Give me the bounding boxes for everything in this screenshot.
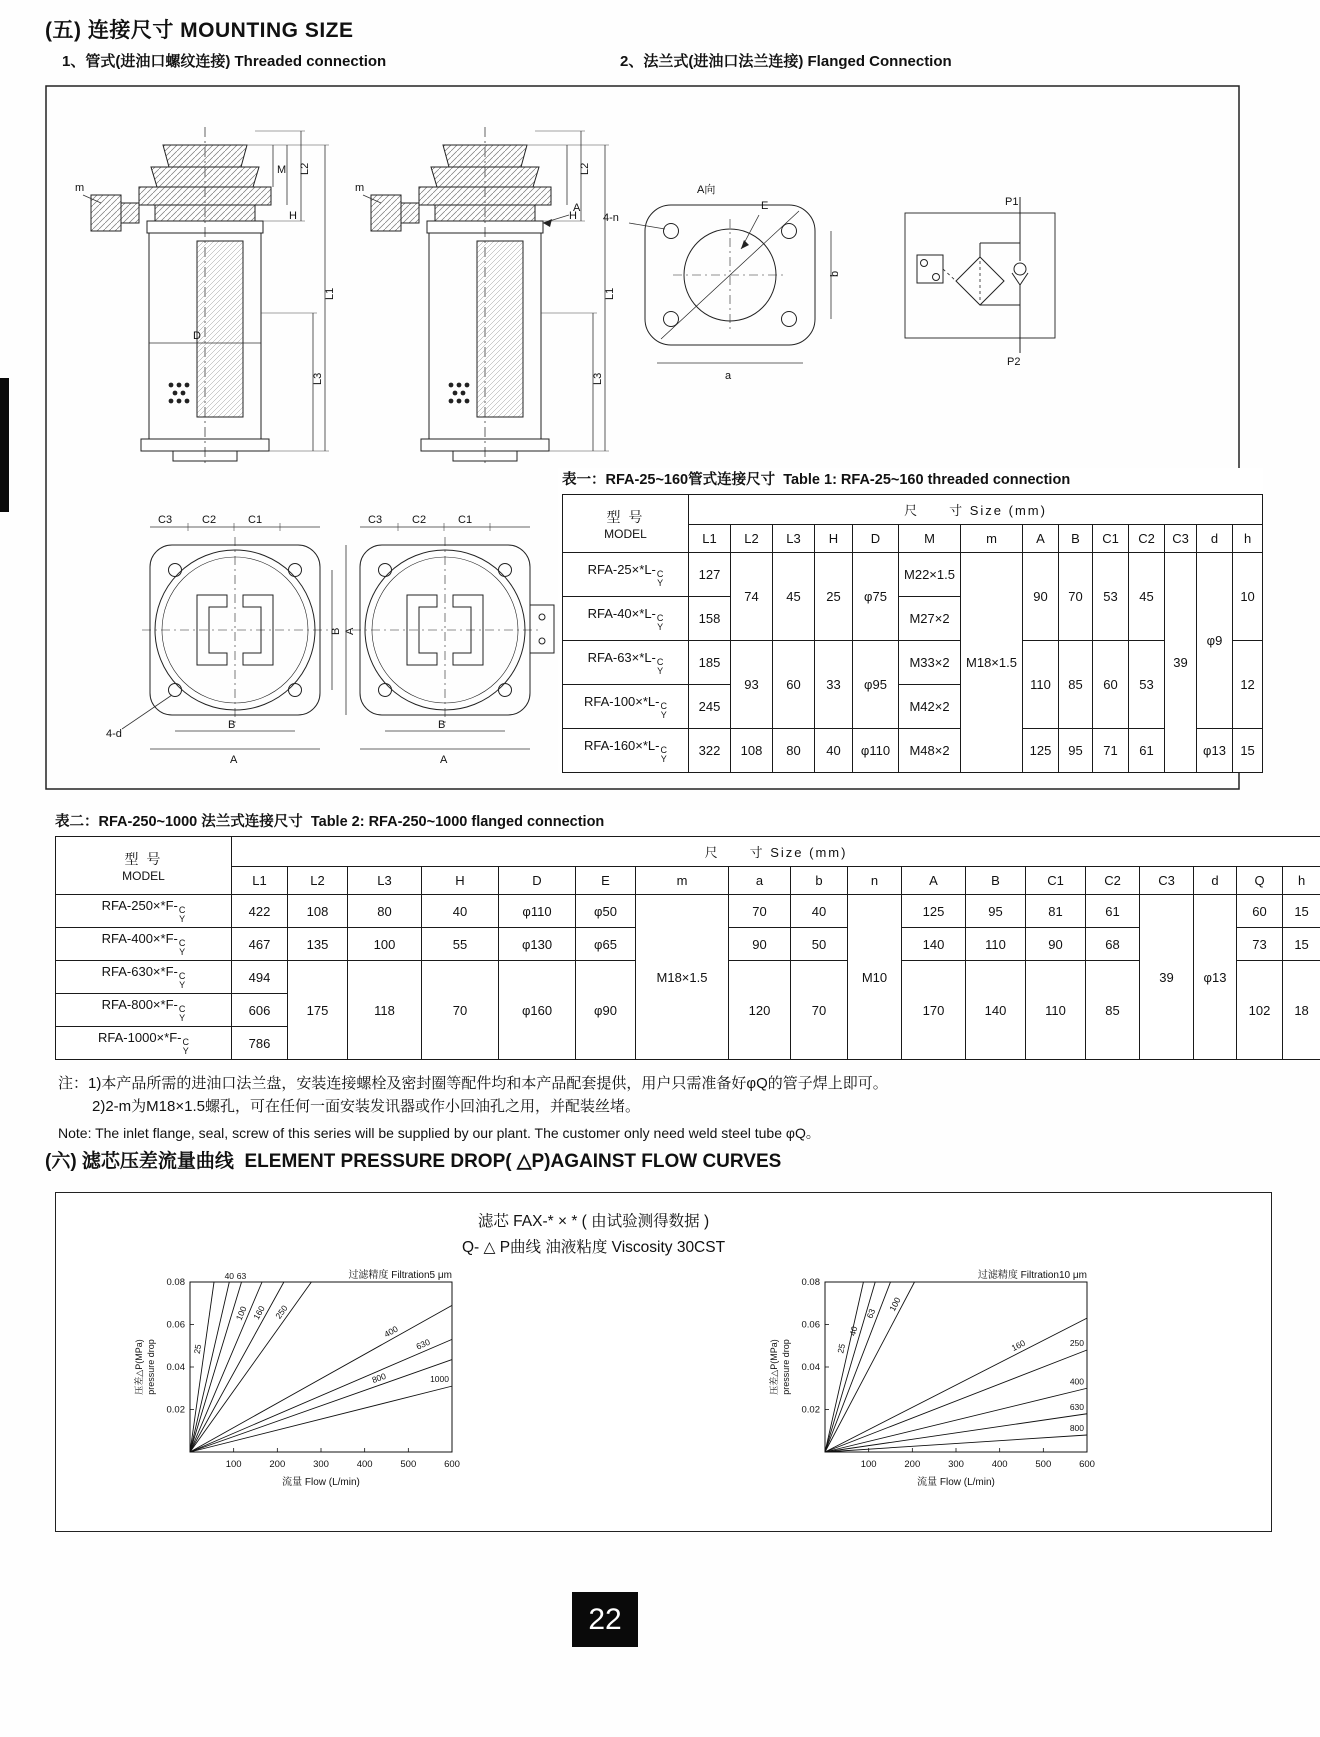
cell: 70 [1059, 553, 1093, 641]
svg-text:300: 300 [948, 1459, 964, 1470]
col-header: d [1197, 525, 1233, 553]
col-header: A [1023, 525, 1059, 553]
cell: φ90 [576, 961, 636, 1060]
model-cell: RFA-630×*F- C Y [56, 961, 232, 994]
note-line-2: 2)2-m为M18×1.5螺孔，可在任何一面安装发讯器或作小回油孔之用，并配装丝堵。 [92, 1098, 640, 1116]
cell: 74 [731, 553, 773, 641]
col-header: B [966, 867, 1026, 895]
cell: 85 [1086, 961, 1140, 1060]
cell: 467 [232, 928, 288, 961]
model-header-zh: 型 号 [606, 508, 645, 525]
col-header: B [1059, 525, 1093, 553]
cell: M10 [848, 895, 902, 1060]
cell: 85 [1059, 641, 1093, 729]
cell: M22×1.5 [899, 553, 961, 597]
cell: 140 [902, 928, 966, 961]
model-cell: RFA-1000×*F- C Y [56, 1027, 232, 1060]
cell: 127 [689, 553, 731, 597]
cell: M18×1.5 [636, 895, 729, 1060]
pressure-drop-chart-5um [110, 1268, 490, 1508]
cell: φ65 [576, 928, 636, 961]
cell: 120 [729, 961, 791, 1060]
dim-label-H: H [289, 210, 297, 222]
dim-label-L2: L2 [579, 162, 591, 175]
col-header: C1 [1093, 525, 1129, 553]
table2-block [55, 810, 1320, 1060]
cell: 494 [232, 961, 288, 994]
cell: 110 [966, 928, 1026, 961]
col-header: n [848, 867, 902, 895]
svg-text:630: 630 [414, 1336, 432, 1352]
cell: φ130 [499, 928, 576, 961]
col-header: d [1194, 867, 1237, 895]
subtitle-threaded [62, 50, 386, 71]
cell: 50 [791, 928, 848, 961]
dim-label-H: H [569, 210, 577, 222]
cell: 80 [348, 895, 422, 928]
col-header: C3 [1165, 525, 1197, 553]
dim-label-A: A [440, 754, 448, 766]
svg-text:流量 Flow (L/min): 流量 Flow (L/min) [917, 1477, 995, 1488]
dim-label-L3: L3 [592, 372, 604, 385]
dim-label-L2: L2 [299, 162, 311, 175]
size-header-cell: 尺 寸 Size (mm) [689, 495, 1263, 525]
col-header: h [1283, 867, 1320, 895]
svg-text:0.06: 0.06 [801, 1319, 820, 1331]
threaded-head-top-view [106, 514, 356, 766]
svg-text:63: 63 [236, 1271, 247, 1281]
cell: φ9 [1197, 553, 1233, 729]
cell: 90 [1026, 928, 1086, 961]
section6-title-zh: (六) 滤芯压差流量曲线 [45, 1151, 234, 1172]
dim-label-C3: C3 [158, 514, 173, 526]
subtitle-flanged-en: Flanged Connection [807, 53, 952, 70]
cell: 100 [348, 928, 422, 961]
cell: 61 [1086, 895, 1140, 928]
cell: 71 [1093, 729, 1129, 773]
model-header-zh: 型 号 [124, 850, 163, 867]
dim-label-A: A [230, 754, 238, 766]
cell: 10 [1233, 553, 1263, 641]
cell: 110 [1026, 961, 1086, 1060]
section5-title [45, 14, 354, 44]
model-cell: RFA-250×*F- C Y [56, 895, 232, 928]
svg-text:200: 200 [904, 1459, 921, 1470]
svg-text:压差△P(MPa): 压差△P(MPa) [769, 1339, 779, 1395]
svg-text:压差△P(MPa): 压差△P(MPa) [134, 1339, 144, 1395]
table2-title-zh: 表二：RFA-250~1000 法兰式连接尺寸 [55, 814, 303, 830]
svg-text:63: 63 [864, 1307, 878, 1320]
table1-block [558, 468, 1263, 773]
col-header: L3 [348, 867, 422, 895]
table-row [56, 895, 1320, 928]
dim-label-M: M [277, 164, 287, 176]
svg-text:0.04: 0.04 [801, 1362, 820, 1373]
port-label-P1: P1 [1005, 196, 1019, 208]
model-header-en: MODEL [122, 868, 165, 883]
svg-text:500: 500 [1035, 1459, 1052, 1470]
cell: 245 [689, 685, 731, 729]
notes-block [58, 1072, 1268, 1144]
cell: 90 [1023, 553, 1059, 641]
svg-text:100: 100 [887, 1295, 903, 1313]
svg-text:300: 300 [313, 1459, 329, 1470]
model-cell: RFA-160×*L- C Y [563, 729, 689, 773]
model-cell: RFA-100×*L- C Y [563, 685, 689, 729]
section6-title-en: ELEMENT PRESSURE DROP( △P)AGAINST FLOW CURVES [244, 1151, 782, 1172]
cell: 39 [1140, 895, 1194, 1060]
cell: 422 [232, 895, 288, 928]
svg-text:pressure drop: pressure drop [781, 1339, 791, 1395]
cell: 80 [773, 729, 815, 773]
cell: 125 [1023, 729, 1059, 773]
flanged-filter-drawing [355, 127, 616, 463]
svg-text:800: 800 [370, 1370, 388, 1385]
cell: 53 [1093, 553, 1129, 641]
svg-text:25: 25 [191, 1343, 204, 1355]
col-header: D [853, 525, 899, 553]
col-header: C1 [1026, 867, 1086, 895]
svg-text:800: 800 [1069, 1423, 1084, 1433]
svg-text:400: 400 [991, 1459, 1008, 1470]
svg-text:0.08: 0.08 [801, 1277, 820, 1288]
dim-label-C2: C2 [202, 514, 217, 526]
note-line-3: Note: The inlet flange, seal, screw of this series will be supplied by our plant. The customer only need weld steel tube φQ。 [58, 1124, 820, 1141]
subtitle-flanged-zh: 2、法兰式(进油口法兰连接) [620, 53, 804, 70]
scan-artifact-bar [0, 378, 9, 512]
col-header: L1 [232, 867, 288, 895]
cell: 125 [902, 895, 966, 928]
svg-text:100: 100 [860, 1459, 877, 1470]
cell: 118 [348, 961, 422, 1060]
dim-label-L1: L1 [324, 287, 336, 300]
dim-label-b: b [829, 270, 841, 277]
svg-text:400: 400 [1069, 1376, 1084, 1387]
col-header: H [815, 525, 853, 553]
cell: 15 [1283, 928, 1320, 961]
col-header: h [1233, 525, 1263, 553]
col-header: L3 [773, 525, 815, 553]
table2-title [55, 810, 1320, 831]
threaded-filter-drawing [75, 127, 336, 463]
dim-label-L1: L1 [604, 287, 616, 300]
svg-text:40: 40 [224, 1271, 235, 1281]
cell: φ110 [853, 729, 899, 773]
model-header-en: MODEL [604, 526, 647, 541]
cell: M18×1.5 [961, 553, 1023, 773]
svg-text:250: 250 [273, 1303, 290, 1321]
cell: 322 [689, 729, 731, 773]
cell: 102 [1237, 961, 1283, 1060]
svg-text:pressure drop: pressure drop [146, 1339, 156, 1395]
svg-text:0.06: 0.06 [166, 1319, 185, 1331]
cell: φ75 [853, 553, 899, 641]
cell: 45 [1129, 553, 1165, 641]
svg-text:400: 400 [356, 1459, 373, 1470]
page-number [572, 1592, 638, 1647]
dim-label-C1: C1 [458, 514, 473, 526]
cell: 108 [731, 729, 773, 773]
col-header: a [729, 867, 791, 895]
cell: φ160 [499, 961, 576, 1060]
col-header: H [422, 867, 499, 895]
col-header: L2 [731, 525, 773, 553]
col-header: L2 [288, 867, 348, 895]
col-header: E [576, 867, 636, 895]
cell: 93 [731, 641, 773, 729]
cell: 60 [1237, 895, 1283, 928]
table1-title-en: Table 1: RFA-25~160 threaded connection [783, 472, 1071, 488]
pressure-drop-chart-10um [745, 1268, 1125, 1508]
col-header: M [899, 525, 961, 553]
cell: 786 [232, 1027, 288, 1060]
cell: 158 [689, 597, 731, 641]
model-cell: RFA-25×*L- C Y [563, 553, 689, 597]
cell: φ50 [576, 895, 636, 928]
svg-text:0.02: 0.02 [801, 1404, 820, 1416]
svg-text:160: 160 [1009, 1337, 1027, 1354]
subtitle-threaded-zh: 1、管式(进油口螺纹连接) [62, 53, 231, 70]
col-header: b [791, 867, 848, 895]
cell: 40 [815, 729, 853, 773]
cell: 95 [966, 895, 1026, 928]
dim-label-E: E [761, 200, 769, 212]
svg-text:过滤精度 Filtration10 μm: 过滤精度 Filtration10 μm [977, 1270, 1087, 1281]
cell: 15 [1233, 729, 1263, 773]
dim-label-C1: C1 [248, 514, 263, 526]
table-row [563, 553, 1263, 597]
cell: M48×2 [899, 729, 961, 773]
section5-title-en: MOUNTING SIZE [180, 19, 354, 42]
cell: 25 [815, 553, 853, 641]
flange-face-view [603, 182, 841, 382]
table1 [562, 494, 1263, 773]
cell: M42×2 [899, 685, 961, 729]
svg-text:250: 250 [1069, 1338, 1084, 1348]
svg-text:1000: 1000 [430, 1374, 449, 1385]
cell: 70 [422, 961, 499, 1060]
dim-label-C3: C3 [368, 514, 383, 526]
col-header: A [902, 867, 966, 895]
curves-header-line1: 滤芯 FAX-* × * ( 由试验测得数据 ) [477, 1213, 710, 1230]
cell: 12 [1233, 641, 1263, 729]
dim-label-4d: 4-d [106, 728, 122, 740]
cell: 18 [1283, 961, 1320, 1060]
cell: 68 [1086, 928, 1140, 961]
cell: 110 [1023, 641, 1059, 729]
svg-text:25: 25 [835, 1342, 848, 1355]
section-arrow-label: A [573, 202, 581, 214]
dim-label-L3: L3 [312, 372, 324, 385]
model-cell: RFA-400×*F- C Y [56, 928, 232, 961]
svg-text:流量 Flow (L/min): 流量 Flow (L/min) [282, 1477, 360, 1488]
dim-label-C2: C2 [412, 514, 427, 526]
table2-title-en: Table 2: RFA-250~1000 flanged connection [310, 814, 605, 830]
table-row [563, 641, 1263, 685]
cell: 170 [902, 961, 966, 1060]
svg-text:100: 100 [233, 1304, 249, 1322]
svg-text:0.08: 0.08 [166, 1277, 185, 1288]
page-number-value: 22 [588, 1602, 622, 1636]
dim-label-B: B [438, 719, 446, 731]
cell: 39 [1165, 553, 1197, 773]
cell: φ110 [499, 895, 576, 928]
svg-text:160: 160 [251, 1303, 267, 1322]
table1-title [562, 468, 1263, 489]
svg-text:500: 500 [400, 1459, 417, 1470]
model-cell: RFA-63×*L- C Y [563, 641, 689, 685]
dim-label-4n: 4-n [603, 212, 619, 224]
svg-text:过滤精度 Filtration5 μm: 过滤精度 Filtration5 μm [348, 1270, 452, 1281]
svg-text:0.02: 0.02 [166, 1404, 185, 1416]
cell: M27×2 [899, 597, 961, 641]
cell: 40 [422, 895, 499, 928]
curves-header-line2: Q- △ P曲线 油液粘度 Viscosity 30CST [461, 1239, 726, 1257]
subtitle-flanged [620, 50, 952, 71]
cell: 61 [1129, 729, 1165, 773]
subtitle-threaded-en: Threaded connection [234, 53, 387, 70]
col-header: L1 [689, 525, 731, 553]
dim-label-a: a [725, 370, 732, 382]
cell: 140 [966, 961, 1026, 1060]
cell: 135 [288, 928, 348, 961]
col-header: m [636, 867, 729, 895]
svg-text:600: 600 [1079, 1459, 1095, 1470]
col-header: C2 [1086, 867, 1140, 895]
cell: 81 [1026, 895, 1086, 928]
model-header-cell [563, 495, 689, 553]
svg-text:100: 100 [225, 1459, 242, 1470]
cell: 60 [1093, 641, 1129, 729]
cell: 90 [729, 928, 791, 961]
table1-title-zh: 表一：RFA-25~160管式连接尺寸 [562, 472, 776, 488]
cell: 15 [1283, 895, 1320, 928]
dim-label-D: D [193, 330, 201, 342]
svg-text:400: 400 [382, 1323, 400, 1340]
section5-title-zh: (五) 连接尺寸 [45, 19, 174, 42]
col-header: Q [1237, 867, 1283, 895]
section6-title [45, 1146, 781, 1173]
dim-label-m: m [355, 182, 365, 194]
note-line-1: 注：1)本产品所需的进油口法兰盘，安装连接螺栓及密封圈等配件均和本产品配套提供，用户只需准备好φQ的管子焊上即可。 [58, 1075, 888, 1092]
svg-text:200: 200 [269, 1459, 286, 1470]
cell: 73 [1237, 928, 1283, 961]
cell: 45 [773, 553, 815, 641]
flanged-head-top-view [352, 514, 554, 766]
table-row [563, 729, 1263, 773]
port-label-P2: P2 [1007, 356, 1021, 368]
cell: 40 [791, 895, 848, 928]
dim-label-A: A [344, 627, 356, 635]
dim-label-m: m [75, 182, 85, 194]
cell: 185 [689, 641, 731, 685]
curves-header [56, 1193, 1271, 1262]
cell: φ13 [1194, 895, 1237, 1060]
cell: 95 [1059, 729, 1093, 773]
model-cell: RFA-40×*L- C Y [563, 597, 689, 641]
cell: M33×2 [899, 641, 961, 685]
cell: 606 [232, 994, 288, 1027]
cell: 55 [422, 928, 499, 961]
cell: 175 [288, 961, 348, 1060]
col-header: D [499, 867, 576, 895]
svg-text:600: 600 [444, 1459, 460, 1470]
cell: φ13 [1197, 729, 1233, 773]
svg-text:0.04: 0.04 [166, 1362, 185, 1373]
col-header: C2 [1129, 525, 1165, 553]
col-header: C3 [1140, 867, 1194, 895]
dim-label-B: B [330, 627, 342, 635]
model-header-cell [56, 837, 232, 895]
size-header-cell: 尺 寸 Size (mm) [232, 837, 1320, 867]
cell: φ95 [853, 641, 899, 729]
model-cell: RFA-800×*F- C Y [56, 994, 232, 1027]
dim-label-B: B [228, 719, 236, 731]
cell: 70 [791, 961, 848, 1060]
cell: 53 [1129, 641, 1165, 729]
cell: 33 [815, 641, 853, 729]
svg-text:630: 630 [1069, 1401, 1084, 1412]
hydraulic-schematic [905, 196, 1055, 368]
col-header: m [961, 525, 1023, 553]
table2 [55, 836, 1320, 1060]
cell: 108 [288, 895, 348, 928]
cell: 60 [773, 641, 815, 729]
view-label-A: A向 [697, 184, 716, 196]
cell: 70 [729, 895, 791, 928]
svg-text:40: 40 [847, 1325, 860, 1337]
